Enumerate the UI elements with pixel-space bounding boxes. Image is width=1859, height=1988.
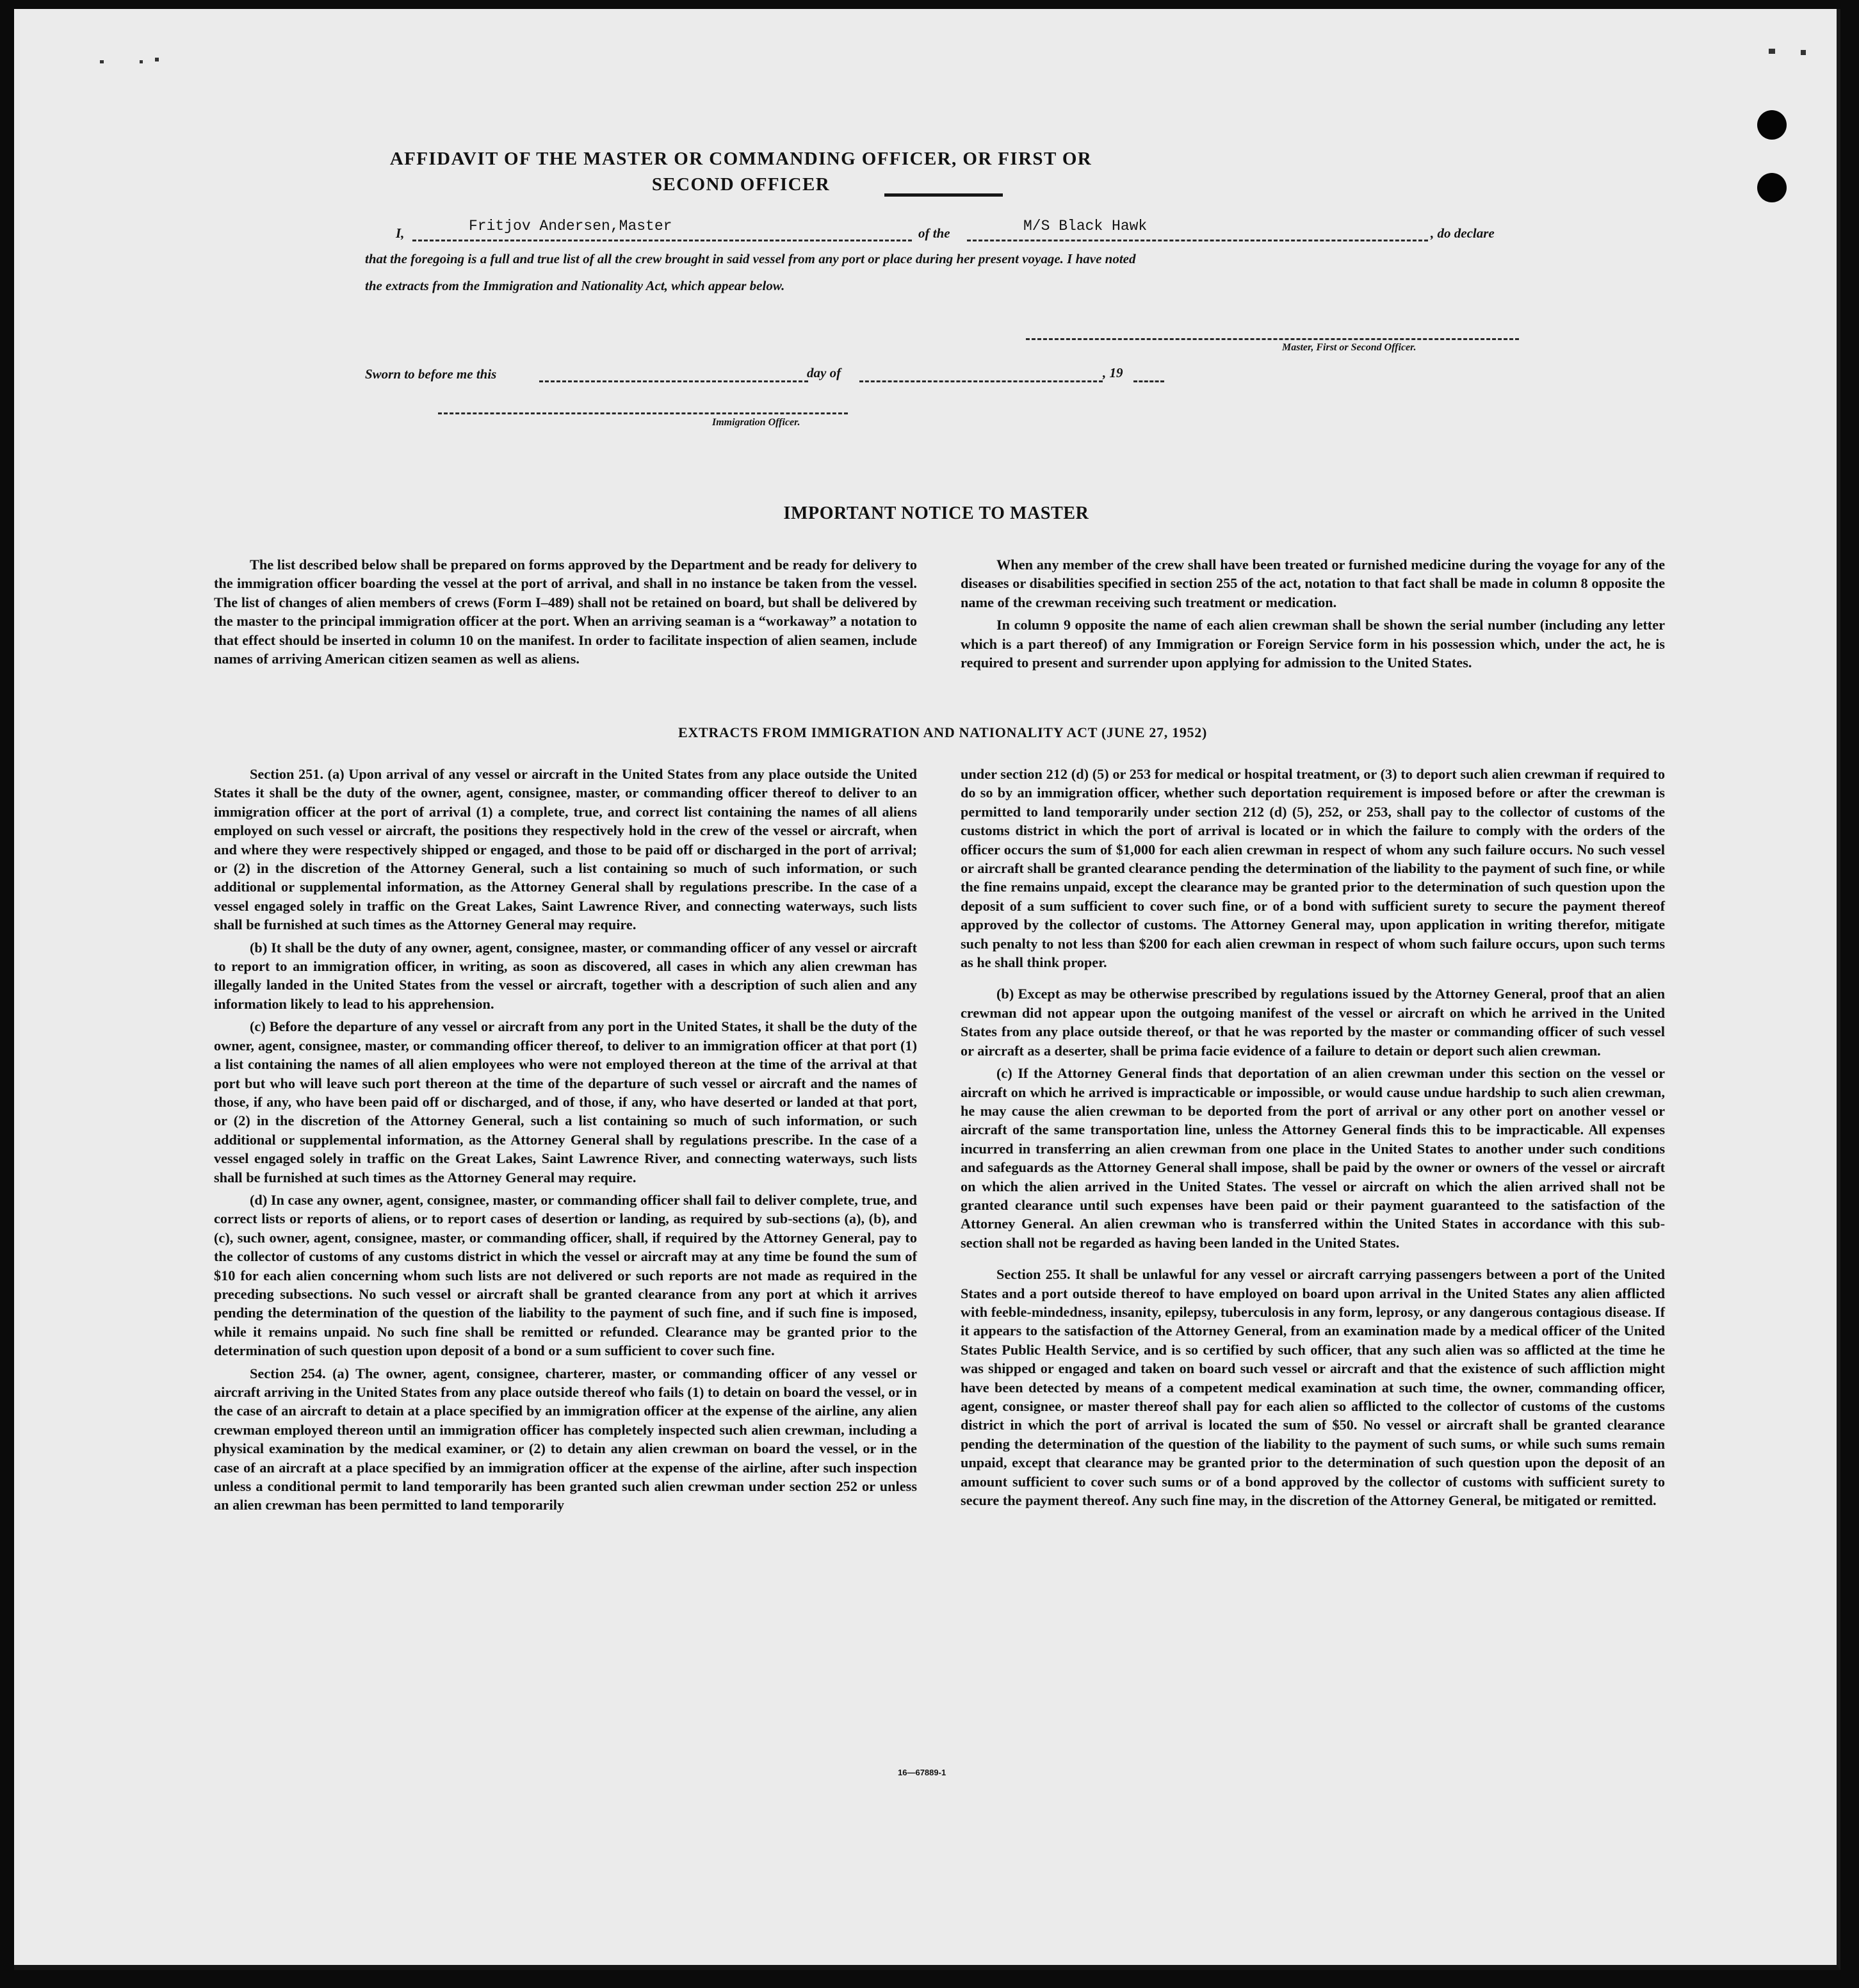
section-255: Section 255. It shall be unlawful for any vessel or aircraft carrying passengers between a port of the United States and a port outside thereof to have employed on board upon arrival in the United States any alien afflicted with feeble-mindedness, insanity, epilepsy, tuberculosis in any form, leprosy, or any dangerous contagious disease. If it appears to the satisfaction of the Attorney General, from an examination made by a medical officer of the United States Public Health Service, and is so certified by such officer, that any such alien was so afflicted at the time he was shipped or engaged and taken on board such vessel or aircraft and that the existence of such affliction might have been detected by means of a competent medical examination at such time, the owner, commanding officer, agent, consignee, or master thereof shall pay for each alien so afflicted to the collector of customs of the customs district in which the port of arrival is located the sum of $50. No vessel or aircraft shall be granted clearance pending the determination of the question of the liability to the payment of such sums, or while such sums remain unpaid, except that clearance may be granted prior to the determination of such question upon the deposit of an amount sufficient to cover such sums or of a bond approved by the collector of customs with sufficient surety to secure the payment thereof. Any such fine may, in the discretion of the Attorney General, be mitigated or remitted. bbox=[961, 1266, 1665, 1509]
section-254-b: (b) Except as may be otherwise prescribed by regulations issued by the Attorney General, proof that an alien crewman did not appear upon the outgoing manifest of the vessel or aircraft on which he arrived in the United States from any place outside thereof, or that he was reported by the master or commanding officer of such vessel or aircraft as a deserter, shall be prima facie evidence of a failure to detain or deport such alien crewman. bbox=[961, 986, 1665, 1059]
sworn-label: Sworn to before me this bbox=[365, 366, 497, 382]
notice-left-paragraph: The list described below shall be prepared on forms approved by the Department and be ready for delivery to the immigration officer boarding the vessel at the port of arrival, and shall in no instance be taken from the vessel. The list of changes of alien members of crews (Form I–489) shall not be retained on board, but shall be delivered by the master to the principal immigration officer at the port. When an arriving seaman is a “workaway” a notation to that effect should be inserted in column 10 on the manifest. In order to facilitate inspection of alien seamen, include names of arriving American citizen seamen as well as aliens. bbox=[214, 557, 917, 667]
scan-mark bbox=[100, 60, 104, 63]
scan-mark bbox=[155, 58, 159, 61]
section-251-b: (b) It shall be the duty of any owner, agent, consignee, master, or commanding officer of any vessel or aircraft to report to an immigration officer, in writing, as soon as discovered, all cases in which any alien crewman has illegally landed in the United States from the vessel or aircraft, together with a description of such alien and any information likely to lead to his apprehension. bbox=[214, 939, 917, 1012]
master-name-line bbox=[412, 240, 912, 241]
sworn-year-line bbox=[1133, 380, 1164, 382]
year-label: , 19 bbox=[1103, 365, 1123, 380]
punch-hole-top bbox=[1757, 110, 1787, 140]
section-251-a: Section 251. (a) Upon arrival of any vessel or aircraft in the United States from any place outside the United States it shall be the duty of the owner, agent, consignee, master, or commanding officer thereof to deliver to an immigration officer at the port of arrival (1) a complete, true, and correct list containing the names of all aliens employed on such vessel or aircraft, the positions they respectively hold in the crew of the vessel or aircraft, when and where they were respectively shipped or engaged, and those to be paid off or discharged in the port of arrival; or (2) in the discretion of the Attorney General, such a list containing so much of such information, or such additional or supplemental information, as the Attorney General shall by regulations prescribe. In the case of a vessel engaged solely in traffic on the Great Lakes, Saint Lawrence River, and connecting waterways, such lists shall be furnished at such times as the Attorney General may require. bbox=[214, 766, 917, 933]
section-254-c: (c) If the Attorney General finds that deportation of an alien crewman under this section on the vessel or aircraft on which he arrived is impracticable or impossible, or would cause undue hardship to such alien crewman, he may cause the alien crewman to be deported from the port of arrival or any other port on another vessel or aircraft of the same transportation line, unless the Attorney General finds this to be impracticable. All expenses incurred in transferring an alien crewman from one place in the United States to another under such conditions and safeguards as the Attorney General shall impose, shall be paid by the owner or owners of the vessel or aircraft on which the alien arrived in the United States. The vessel or aircraft on which the alien arrived shall not be granted clearance until such expenses have been paid or their payment guaranteed to the satisfaction of the Attorney General. An alien crewman who is transferred within the United States in accordance with this sub-section shall not be regarded as having been landed in the United States. bbox=[961, 1065, 1665, 1251]
signature-caption: Master, First or Second Officer. bbox=[1282, 342, 1417, 353]
declaration-line-2: the extracts from the Immigration and Nationality Act, which appear below. bbox=[365, 278, 785, 293]
notice-right-paragraph-2: In column 9 opposite the name of each alien crewman shall be shown the serial number (including any letter which is a part thereof) of any Immigration or Foreign Service form in his possession which, under the act, he is required to present and surrender upon applying for admission to the United States. bbox=[961, 617, 1665, 671]
scan-mark bbox=[140, 60, 143, 63]
act-right-column bbox=[961, 765, 1665, 1513]
vessel-name-value: M/S Black Hawk bbox=[1023, 218, 1148, 234]
affidavit-title: AFFIDAVIT OF THE MASTER OR COMMANDING OFFICER, OR FIRST OR SECOND OFFICER bbox=[389, 149, 1092, 195]
sworn-month-line bbox=[859, 380, 1103, 382]
i-label: I, bbox=[396, 225, 405, 241]
extracts-title: EXTRACTS FROM IMMIGRATION AND NATIONALITY ACT (JUNE 27, 1952) bbox=[678, 724, 1207, 740]
signature-line bbox=[1026, 338, 1519, 340]
form-number: 16—67889-1 bbox=[898, 1768, 946, 1777]
act-left-column bbox=[214, 765, 917, 1519]
of-the-label: of the bbox=[918, 225, 950, 241]
immigration-officer-line bbox=[438, 412, 848, 414]
title-rule bbox=[884, 193, 1003, 197]
master-name-value: Fritjov Andersen,Master bbox=[469, 218, 672, 234]
immigration-officer-caption: Immigration Officer. bbox=[712, 417, 800, 428]
section-251-d: (d) In case any owner, agent, consignee, master, or commanding officer shall fail to deliver complete, true, and correct lists or reports of aliens, or to report cases of desertion or landing, as required by sub-sections (a), (b), and (c), such owner, agent, consignee, master, or commanding officer, shall, if required by the Attorney General, pay to the collector of customs of any customs district in which the vessel or aircraft may at any time be found the sum of $10 for each alien concerning whom such lists are not delivered or such reports are not made as required in the preceding subsections. No such vessel or aircraft shall be granted clearance from any port at which it arrives pending the determination of the question of the liability to the payment of such fine, and if such fine is imposed, while it remains unpaid. No such fine shall be remitted or refunded. Clearance may be granted prior to the determination of such question upon deposit of a bond or a sum sufficient to cover such fine. bbox=[214, 1191, 917, 1359]
scan-mark bbox=[1769, 49, 1775, 54]
scan-mark bbox=[1801, 50, 1806, 55]
sworn-date-line bbox=[539, 380, 808, 382]
notice-right-column bbox=[961, 555, 1665, 676]
notice-left-column bbox=[214, 555, 917, 672]
section-251-c: (c) Before the departure of any vessel or aircraft from any port in the United States, it shall be the duty of the owner, agent, consignee, master, or commanding officer thereof, to deliver to an immigration officer at that port (1) a list containing the names of all alien employees who were not employed thereon at the time of the arrival at that port but who will leave such port thereon at the time of the departure of such vessel or aircraft and the names of those, if any, who have been paid off or discharged, and of those, if any, who have deserted or landed at that port, or (2) in the discretion of the Attorney General, such a list containing so much of such information, or such additional or supplemental information, as the Attorney General shall by regulations prescribe. In the case of a vessel engaged solely in traffic on the Great Lakes, Saint Lawrence River, and connecting waterways, such lists shall be furnished at such times as the Attorney General may require. bbox=[214, 1018, 917, 1185]
punch-hole-bottom bbox=[1757, 173, 1787, 202]
do-declare-label: , do declare bbox=[1431, 225, 1495, 241]
declaration-line-1: that the foregoing is a full and true list of all the crew brought in said vessel from any port or place during her present voyage. I have noted bbox=[365, 251, 1136, 266]
notice-title: IMPORTANT NOTICE TO MASTER bbox=[783, 503, 1089, 523]
vessel-name-line bbox=[967, 240, 1428, 241]
section-254-a: Section 254. (a) The owner, agent, consignee, charterer, master, or commanding officer of any vessel or aircraft arriving in the United States from any place outside thereof who fails (1) to detain on board the vessel, or in the case of an aircraft to detain at a place specified by an immigration officer at the expense of the airline, any alien crewman employed thereon until an immigration officer has completely inspected such alien crewman, including a physical examination by the medical examiner, or (2) to detain any alien crewman on board the vessel, or in the case of an aircraft at a place specified by an immigration officer at the expense of the airline, after such inspection unless a conditional permit to land temporarily has been granted such alien crewman under section 252 or unless an alien crewman has been permitted to land temporarily bbox=[214, 1365, 917, 1513]
document-page bbox=[14, 9, 1840, 1970]
notice-right-paragraph-1: When any member of the crew shall have been treated or furnished medicine during the voyage for any of the diseases or disabilities specified in section 255 of the act, notation to that fact shall be made in column 8 opposite the name of the crewman receiving such treatment or medication. bbox=[961, 557, 1665, 610]
day-of-label: day of bbox=[807, 365, 841, 380]
section-254-a-continued: under section 212 (d) (5) or 253 for medical or hospital treatment, or (3) to deport such alien crewman if required to do so by an immigration officer, whether such deportation requirement is imposed before or after the crewman is permitted to land temporarily under section 212 (d) (5), 252, or 253, shall pay to the collector of customs of the customs district in which the port of arrival is located or in which the failure to comply with the orders of the officer occurs the sum of $1,000 for each alien crewman in respect of whom any such failure occurs. No such vessel or aircraft shall be granted clearance pending the determination of the liability to the payment of such fine, or while the fine remains unpaid, except the clearance may be granted prior to the determination of such question upon the deposit of a sum sufficient to cover such fine, or of a bond with sufficient surety to secure the payment thereof approved by the collector of customs. The Attorney General may, upon application in writing therefor, mitigate such penalty to not less than $200 for each alien crewman in respect of whom such failure occurs, upon such terms as he shall think proper. bbox=[961, 766, 1665, 971]
